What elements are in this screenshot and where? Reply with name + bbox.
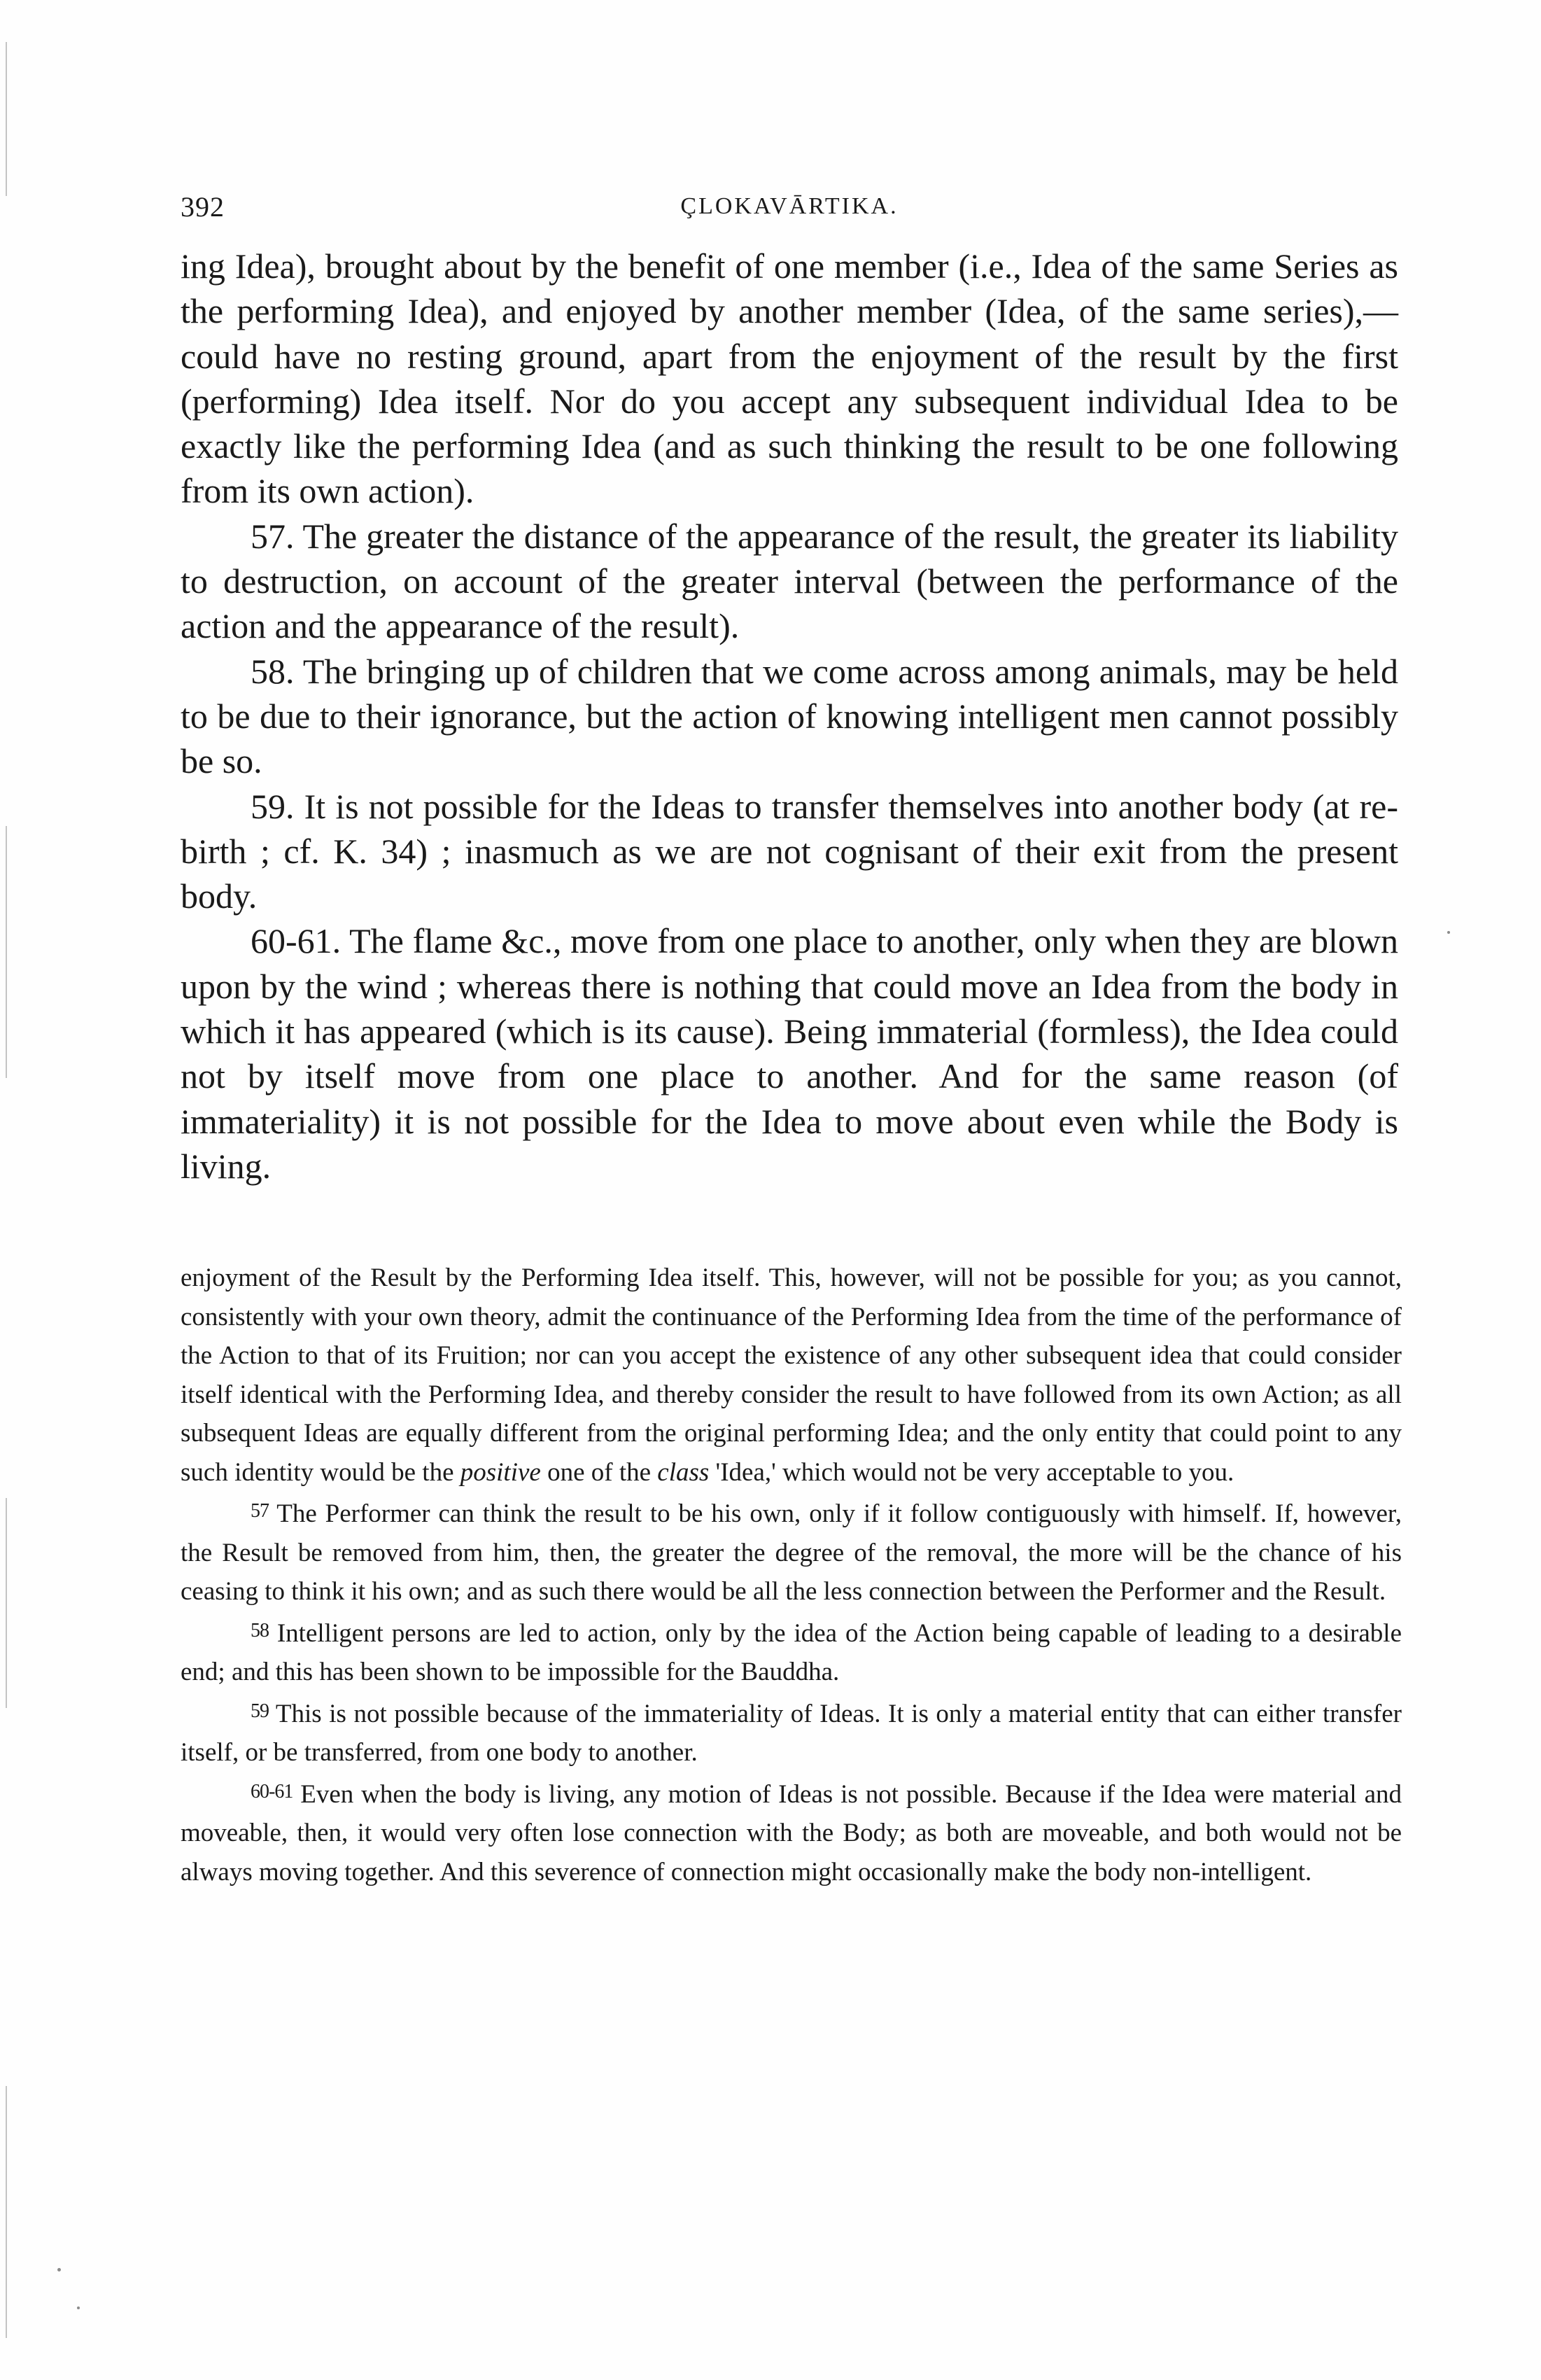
footnote-number: 57 xyxy=(251,1500,269,1522)
page-header xyxy=(181,190,1398,232)
footnote-text: 'Idea,' which would not be very acceptable to you. xyxy=(709,1457,1234,1487)
scan-edge-mark xyxy=(6,42,7,196)
footnote-59 xyxy=(181,1692,1402,1772)
footnote-text: This is not possible because of the immateriality of Ideas. It is only a material entity that can either transfer itself, or be transferred, from one body to another. xyxy=(181,1699,1402,1767)
main-continuation: ing Idea), brought about by the benefit of one member (i.e., Idea of the same Series as the performing Idea), and enjoyed by another member (Idea, of the same series),—could have no resting ground, apart from the enjoyment of the result by the first (performing) Idea itself. Nor do you accept any subsequent individual Idea to be exactly like the performing Idea (and as such thinking the result to be one following from its own action). xyxy=(181,246,1398,511)
main-text xyxy=(181,244,1398,1189)
verse-57 xyxy=(181,514,1398,649)
footnote-text: enjoyment of the Result by the Performing Idea itself. This, however, will not be possible for you; as you cannot, consistently with your own theory, admit the continuance of the Performing Idea from the time of the performance of the Action to that of its Fruition; nor can you accept the existence of any other subsequent idea that could consider itself identical with the Performing Idea, and thereby consider the result to have followed from its own Action; as all subsequent Ideas are equally different from the original performing Idea; and the only entity that could point to any such identity would be the xyxy=(181,1264,1402,1487)
scan-edge-mark xyxy=(6,826,7,1078)
running-title: ÇLOKAVĀRTIKA. xyxy=(680,193,899,219)
footnote-number: 60-61 xyxy=(251,1780,293,1802)
verse-text: It is not possible for the Ideas to transfer themselves into another body (at re-birth ; cf. K. 34) ; inasmuch as we are not cognisant of their exit from the present body. xyxy=(181,786,1398,916)
verse-59 xyxy=(181,784,1398,919)
footnote-emphasis: positive xyxy=(460,1457,541,1487)
scan-speck xyxy=(57,2268,61,2272)
scan-speck xyxy=(77,2306,80,2309)
footnote-emphasis: class xyxy=(657,1457,710,1487)
footnote-58 xyxy=(181,1611,1402,1692)
footnote-60-61 xyxy=(181,1772,1402,1892)
verse-number: 57. xyxy=(251,516,295,556)
footnote-57 xyxy=(181,1492,1402,1611)
verse-60-61 xyxy=(181,918,1398,1189)
scan-edge-mark xyxy=(6,2086,7,2338)
verse-58 xyxy=(181,649,1398,784)
footnote-text: The Performer can think the result to be his own, only if it follow contiguously with himself. If, however, the Result be removed from him, then, the greater the degree of the removal, the more will be the chance of his ceasing to think it his own; and as such there would be all the less connection between the Performer and the Result. xyxy=(181,1499,1402,1606)
verse-text: The flame &c., move from one place to another, only when they are blown upon by the wind ; whereas there is nothing that could move an Idea from the body in which it has appeared (which is its cause). Being immaterial (formless), the Idea could not by itself move from one place to another. And for the same reason (of immateriality) it is not possible for the Idea to move about even while the Body is living. xyxy=(181,921,1398,1186)
page-number: 392 xyxy=(181,191,225,223)
footnote-text: Intelligent persons are led to action, only by the idea of the Action being capable of leading to a desirable end; and this has been shown to be impossible for the Bauddha. xyxy=(181,1618,1402,1686)
verse-number: 59. xyxy=(251,786,295,826)
verse-text: The greater the distance of the appearance of the result, the greater its liability to destruction, on account of the greater interval (between the performance of the action and the appearance of the result). xyxy=(181,516,1398,646)
footnote-number: 58 xyxy=(251,1619,269,1642)
verse-number: 58. xyxy=(251,651,295,691)
verse-text: The bringing up of children that we come across among animals, may be held to be due to their ignorance, but the action of knowing intelligent men cannot possibly be so. xyxy=(181,651,1398,781)
footnotes xyxy=(181,1259,1402,1891)
footnote-continuation xyxy=(181,1259,1402,1492)
footnote-text: one of the xyxy=(540,1457,658,1487)
verse-number: 60-61. xyxy=(251,921,342,961)
scan-edge-mark xyxy=(6,1498,7,1708)
footnote-text: Even when the body is living, any motion of Ideas is not possible. Because if the Idea were material and moveable, then, it would very often lose connection with the Body; as both are moveable, and both would not be always moving together. And this severence of connection might occasionally make the body non-intelligent. xyxy=(181,1779,1402,1886)
scan-speck xyxy=(1447,931,1450,934)
footnote-number: 59 xyxy=(251,1700,269,1722)
